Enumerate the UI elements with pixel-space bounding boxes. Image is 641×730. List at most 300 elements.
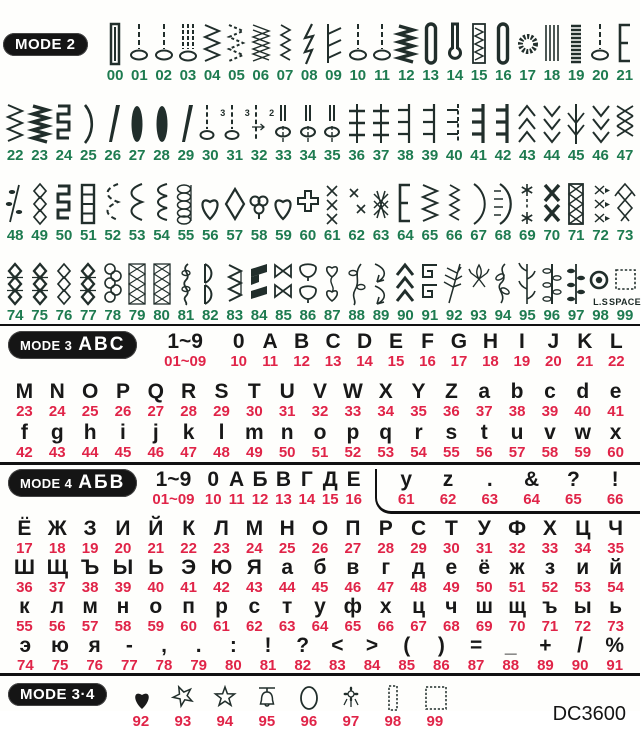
symbol-code: 98 (384, 713, 402, 730)
character: r (414, 421, 423, 444)
character-cell (402, 518, 435, 556)
character: j (152, 421, 159, 444)
symbol-cell (331, 683, 371, 730)
character-cell (304, 381, 337, 421)
character-cell (534, 381, 567, 421)
stitch-icon-rail (418, 101, 442, 147)
stitch-number: 69 (519, 227, 536, 244)
character-cell (380, 331, 411, 370)
character: щ (508, 595, 526, 618)
character-code: 51 (508, 579, 526, 596)
stitch-number: 66 (445, 227, 463, 244)
character: T (247, 380, 261, 403)
character: c (544, 380, 556, 403)
stitch-number: 40 (445, 147, 463, 164)
stitch-number: 75 (31, 307, 48, 324)
character-code: 54 (410, 444, 427, 461)
character-code: 11 (262, 353, 279, 370)
character-cell (8, 381, 41, 421)
character: I (518, 330, 525, 353)
symbol-row (121, 683, 455, 730)
character-code: 37 (475, 403, 493, 420)
character-code: 84 (363, 657, 381, 674)
character-code: 13 (275, 491, 292, 508)
stitch-icon-chevbold (393, 261, 417, 307)
character-cell (435, 518, 468, 556)
character-code: 56 (48, 618, 66, 635)
mode3-header-row (0, 326, 640, 380)
character-code: 01~09 (164, 353, 207, 370)
character: . (486, 468, 493, 491)
character: < (331, 634, 344, 657)
character-code: 44 (278, 579, 296, 596)
character-code: 63 (278, 618, 296, 635)
stitch-icon-diamondx (28, 181, 52, 227)
character: и (576, 556, 590, 579)
stitch-cell (101, 181, 125, 244)
character-code: 86 (433, 657, 450, 674)
character-code: 13 (324, 353, 342, 370)
stitch-cell (198, 260, 222, 324)
character-code: 36 (443, 403, 460, 420)
character: й (609, 556, 623, 579)
stitch-icon-autolock (346, 21, 370, 67)
stitch-number: 16 (495, 67, 512, 84)
character-cell (402, 596, 435, 634)
stitch-cell (540, 260, 564, 324)
character-cell (534, 422, 567, 462)
stitch-icon-sawtooth (273, 21, 297, 67)
stitch-number: 53 (128, 227, 146, 244)
stitch-number: 94 (494, 307, 512, 324)
character: Я (246, 556, 262, 579)
character: И (115, 517, 131, 540)
character-cell (534, 557, 567, 595)
stitch-number: 18 (543, 67, 561, 84)
character-code: 32 (508, 540, 526, 557)
character-code: 64 (311, 618, 329, 635)
stitch-cell (149, 181, 173, 244)
character: A (262, 330, 278, 353)
character-code: 89 (537, 657, 554, 674)
stitch-cell (491, 101, 515, 164)
character-cell (74, 557, 107, 595)
stitch-icon-bracket3 (223, 101, 250, 147)
character-cell (145, 469, 201, 508)
character-cell (534, 518, 567, 556)
character-cell (599, 596, 632, 634)
character: C (325, 330, 341, 353)
character-cell (248, 469, 271, 508)
character: г (381, 556, 391, 579)
character: t (480, 421, 488, 444)
character-code: 70 (508, 618, 526, 635)
stitch-number: 90 (397, 307, 414, 324)
stitch-number: 45 (567, 147, 585, 164)
stitch-icon-satinzig (394, 21, 418, 67)
character-code: 33 (541, 540, 559, 557)
stitch-row (0, 244, 640, 324)
character-code: 57 (81, 618, 99, 635)
character-cell (459, 635, 494, 673)
stitch-cell (418, 181, 442, 244)
stitch-number: 67 (470, 227, 487, 244)
character-cell (435, 596, 468, 634)
stitch-icon-tulips (296, 261, 320, 307)
stitch-cell (247, 181, 271, 244)
character-cell (389, 635, 424, 673)
stitch-row-cells (3, 260, 641, 324)
stitch-cell (76, 181, 100, 244)
character-cell (501, 381, 534, 421)
character-code: 17 (450, 353, 468, 370)
mode3-badge-main: ABC (78, 334, 126, 355)
character: w (574, 421, 591, 444)
character-cell (41, 381, 74, 421)
character-cell (139, 596, 172, 634)
character-cell (172, 518, 205, 556)
character-cell (349, 331, 380, 370)
stitch-cell (76, 260, 100, 324)
stitch-icon-bracket2 (244, 101, 275, 147)
stitch-number: 26 (104, 147, 122, 164)
character-code: 10 (230, 353, 248, 370)
stitch-number: 28 (153, 147, 170, 164)
stitch-cell (174, 181, 198, 244)
stitch-icon-chevup (515, 101, 539, 147)
stitch-cell (223, 101, 250, 164)
character: q (379, 421, 393, 444)
stitch-number: 59 (275, 227, 292, 244)
character-code: 60 (180, 618, 197, 635)
stitch-cell (540, 181, 564, 244)
character: - (125, 634, 133, 657)
character: м (82, 595, 98, 618)
character-code: 59 (574, 444, 592, 461)
stitch-number: 99 (616, 307, 634, 324)
character-code: 11 (228, 491, 245, 508)
stitch-row-cells (103, 21, 637, 84)
stitch-cell (27, 101, 51, 164)
stitch-number: 64 (397, 227, 414, 244)
stitch-row-cells (3, 101, 637, 164)
character-cell (528, 635, 563, 673)
character-code: 37 (48, 579, 66, 596)
character-code: 30 (443, 540, 460, 557)
stitch-number: 93 (470, 307, 487, 324)
symbol-code: 94 (216, 713, 234, 730)
character: л (50, 595, 64, 618)
character-code: 10 (204, 491, 222, 508)
stitch-icon-diamondchain (28, 261, 52, 307)
character-code: 58 (541, 444, 559, 461)
character-code: 50 (278, 444, 296, 461)
stitch-number: 51 (80, 227, 97, 244)
character-code: 52 (344, 444, 362, 461)
stitch-label: SPACE (609, 297, 641, 307)
character-code: 62 (245, 618, 263, 635)
stitch-number: 72 (592, 227, 609, 244)
character: ! (264, 634, 272, 657)
character-code: 25 (278, 540, 296, 557)
symbol-icon-heartsolid (128, 683, 154, 713)
stitch-cell (588, 101, 612, 164)
character-code: 21 (576, 353, 594, 370)
stitch-number: 82 (201, 307, 219, 324)
character-cell (336, 596, 369, 634)
stitch-cell (320, 260, 344, 324)
stitch-icon-trizigzag (249, 21, 273, 67)
stitch-icon-darning (540, 21, 564, 67)
character: Ж (47, 517, 67, 540)
character: ё (478, 556, 491, 579)
stitch-cell (3, 101, 27, 164)
stitch-number: 08 (300, 67, 318, 84)
symbol-icon-oval (296, 683, 322, 713)
stitch-cell (273, 21, 297, 84)
character: i (120, 421, 126, 444)
character-cell (402, 381, 435, 421)
character-code: 82 (294, 657, 312, 674)
stitch-cell (127, 21, 151, 84)
stitch-number: 06 (252, 67, 270, 84)
character: о (149, 595, 163, 618)
stitch-icon-satintaper (174, 101, 198, 147)
stitch-cell (515, 260, 539, 324)
stitch-number: 47 (616, 147, 634, 164)
stitch-number: 95 (519, 307, 536, 324)
stitch-icon-ladder (369, 101, 393, 147)
character-cell (342, 469, 365, 508)
character-code: 55 (443, 444, 460, 461)
stitch-icon-eyelet (516, 21, 540, 67)
stitch-icon-ladderbox (76, 181, 100, 227)
stitch-cell (609, 260, 641, 324)
stitch-cell (515, 181, 539, 244)
character-code: 64 (523, 491, 540, 508)
character: x (609, 421, 622, 444)
character: Е (346, 468, 361, 491)
stitch-number: 52 (104, 227, 122, 244)
character: D (356, 330, 373, 353)
character-cell (566, 596, 599, 634)
character-code: 19 (513, 353, 531, 370)
character: Р (378, 517, 393, 540)
character-cell (139, 557, 172, 595)
character-code: 41 (180, 579, 197, 596)
stitch-number: 84 (250, 307, 268, 324)
character-code: 35 (410, 403, 427, 420)
character-cell (402, 422, 435, 462)
stitch-icon-fern (442, 261, 466, 307)
character-code: 48 (213, 444, 230, 461)
character-code: 29 (410, 540, 427, 557)
character: 0 (232, 330, 245, 353)
character-cell (139, 422, 172, 462)
character-cell (41, 422, 74, 462)
character-cell (534, 596, 567, 634)
stitch-cell (393, 181, 417, 244)
character: У (477, 517, 491, 540)
stitch-number: 34 (299, 147, 317, 164)
character-cell (139, 381, 172, 421)
mode3-continuation-group (375, 469, 640, 514)
stitch-number: 10 (349, 67, 367, 84)
character-code: 20 (114, 540, 132, 557)
stitch-row (0, 84, 640, 164)
character-code: 67 (410, 618, 427, 635)
character-cell (272, 469, 295, 508)
character-cell (336, 518, 369, 556)
stitch-cell (223, 260, 247, 324)
character-cell (238, 596, 271, 634)
stitch-icon-ribbon (247, 261, 271, 307)
character-code: 59 (147, 618, 165, 635)
stitch-icon-arcpair (198, 261, 222, 307)
character-code: 77 (121, 657, 138, 674)
character-cell (238, 518, 271, 556)
character: З (83, 517, 97, 540)
stitch-number: 31 (226, 147, 244, 164)
character-code: 23 (213, 540, 230, 557)
character-cell (501, 518, 534, 556)
stitch-cell (564, 21, 588, 84)
stitch-number: 21 (616, 67, 634, 84)
stitch-cell (564, 101, 588, 164)
character-cell (271, 557, 304, 595)
character-cell (355, 635, 390, 673)
symbol-icon-flower (338, 683, 364, 713)
stitch-number: 44 (543, 147, 561, 164)
stitch-number: 07 (276, 67, 294, 84)
character: m (244, 421, 264, 444)
stitch-number: 22 (6, 147, 24, 164)
stitch-cell (516, 21, 540, 84)
character-cell (566, 422, 599, 462)
character: = (469, 634, 483, 657)
character-cell (469, 469, 511, 508)
character-code: 26 (114, 403, 132, 420)
stitch-icon-diamondlat (613, 181, 637, 227)
character: u (510, 421, 524, 444)
stitch-icon-lockcircle (589, 260, 613, 306)
stitch-icon-latticedense (150, 261, 174, 307)
stitch-number: 49 (31, 227, 48, 244)
stitch-icon-vineflower (345, 261, 369, 307)
stitch-cell (297, 21, 321, 84)
stitch-cell (393, 101, 417, 164)
character-code: 72 (574, 618, 592, 635)
character: О (311, 517, 329, 540)
stitch-number: 41 (470, 147, 487, 164)
character-code: 88 (502, 657, 520, 674)
character-code: 57 (508, 444, 526, 461)
stitch-row (0, 4, 640, 84)
character-code: 01~09 (152, 491, 195, 508)
character: R (181, 380, 197, 403)
stitch-icon-zigzag (3, 101, 27, 147)
character-cell (147, 331, 223, 370)
stitch-icon-xxcol (320, 181, 344, 227)
stitch-cell (296, 260, 320, 324)
character-cell (107, 518, 140, 556)
character-cell (468, 422, 501, 462)
stitch-number: 35 (323, 147, 341, 164)
stitch-icon-darnsm (296, 101, 320, 147)
stitch-number: 11 (374, 67, 390, 84)
stitch-cell (198, 101, 226, 164)
character-cell (271, 422, 304, 462)
character: B (294, 330, 310, 353)
character: х (379, 595, 392, 618)
character: l (218, 421, 225, 444)
character: Э (181, 556, 197, 579)
character-row (0, 595, 640, 634)
stitch-cell (152, 21, 176, 84)
character-code: 53 (574, 579, 592, 596)
character-cell (139, 518, 172, 556)
stitch-cell (613, 101, 637, 164)
character-code: 61 (213, 618, 230, 635)
character-cell (8, 557, 41, 595)
character: Z (444, 380, 458, 403)
stitch-cell (76, 101, 100, 164)
stitch-icon-ladder (345, 101, 369, 147)
character-code: 32 (311, 403, 329, 420)
character-cell (112, 635, 147, 673)
character-code: 44 (81, 444, 99, 461)
character: ф (343, 595, 363, 618)
stitch-icon-zigzag (200, 21, 224, 67)
stitch-icon-bracket3 (198, 101, 226, 147)
character: Щ (46, 556, 68, 579)
stitch-cell (466, 101, 490, 164)
character-cell (304, 422, 337, 462)
character-cell (216, 635, 251, 673)
character-cell (501, 557, 534, 595)
character-code: 26 (311, 540, 329, 557)
character: т (282, 595, 293, 618)
character-cell (468, 381, 501, 421)
stitch-row (0, 164, 640, 244)
stitch-icon-sawtooth (442, 181, 466, 227)
character-cell (493, 635, 528, 673)
stitch-icon-arcopen (467, 181, 491, 227)
character: ! (611, 468, 619, 491)
stitch-icon-bracketE (613, 21, 637, 67)
character-cell (172, 596, 205, 634)
stitch-cell (103, 21, 127, 84)
stitch-number: 19 (567, 67, 585, 84)
character-cell (147, 635, 182, 673)
stitch-number: 14 (446, 67, 464, 84)
stitch-icon-scrollheart (320, 261, 344, 307)
character-cell (172, 422, 205, 462)
character: В (275, 468, 292, 491)
character: 0 (207, 468, 220, 491)
stitch-icon-autolock (152, 21, 176, 67)
stitch-icon-diamondx (52, 261, 76, 307)
stitch-cell (442, 101, 466, 164)
stitch-number: 30 (201, 147, 219, 164)
character: Г (300, 468, 313, 491)
character: н (116, 595, 130, 618)
character-cell (238, 557, 271, 595)
character-code: 27 (344, 540, 362, 557)
character-code: 45 (311, 579, 329, 596)
stitch-icon-wavetight (150, 181, 174, 227)
stitch-icon-satinleaf (125, 101, 149, 147)
